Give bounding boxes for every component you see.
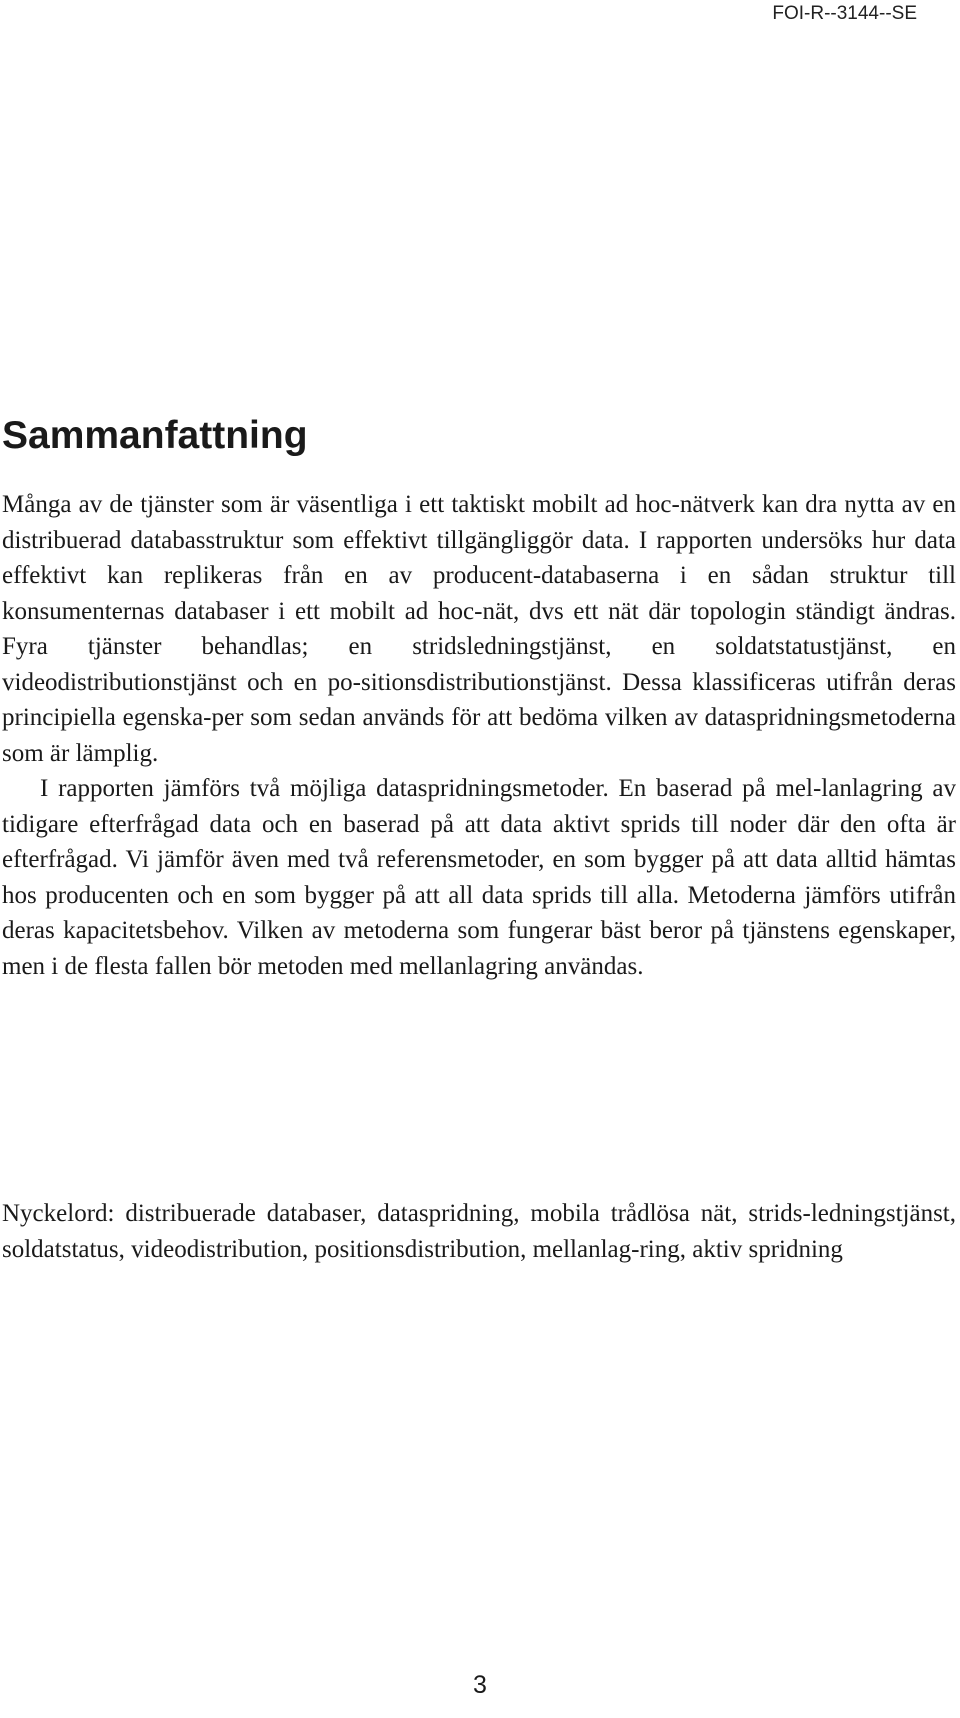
report-id: FOI-R--3144--SE bbox=[772, 3, 917, 24]
section-title: Sammanfattning bbox=[2, 414, 308, 457]
keywords: Nyckelord: distribuerade databaser, dataspridning, mobila trådlösa nät, strids-ledningstjänst, soldatstatus, videodistribution, positionsdistribution, mellanlag-ring, aktiv spridning bbox=[2, 1200, 956, 1263]
page-number: 3 bbox=[473, 1671, 487, 1699]
summary-paragraph-1: Många av de tjänster som är väsentliga i ett taktiskt mobilt ad hoc-nätverk kan dra nytta av en distribuerad databasstruktur som effektivt tillgängliggör data. I rapporten undersöks hur data effektivt kan replikeras från en av producent-databaserna i en sådan struktur till konsumenternas databaser i ett mobilt ad hoc-nät, dvs ett nät där topologin ständigt ändras. Fyra tjänster behandlas; en stridsledningstjänst, en soldatstatustjänst, en videodistributionstjänst och en po-sitionsdistributionstjänst. Dessa klassificeras utifrån deras principiella egenska-per som sedan används för att bedöma vilken av dataspridningsmetoderna som är lämplig. bbox=[2, 491, 956, 767]
summary-paragraph-2: I rapporten jämförs två möjliga dataspridningsmetoder. En baserad på mel-lanlagring av tidigare efterfrågad data och en baserad på att data aktivt sprids till noder där den ofta är efterfrågad. Vi jämför även med två referensmetoder, en som bygger på att data alltid hämtas hos producenten och en som bygger på att all data sprids till alla. Metoderna jämförs utifrån deras kapacitetsbehov. Vilken av metoderna som fungerar bäst beror på tjänstens egenskaper, men i de flesta fallen bör metoden med mellanlagring användas. bbox=[2, 775, 956, 980]
summary-section bbox=[2, 408, 956, 984]
